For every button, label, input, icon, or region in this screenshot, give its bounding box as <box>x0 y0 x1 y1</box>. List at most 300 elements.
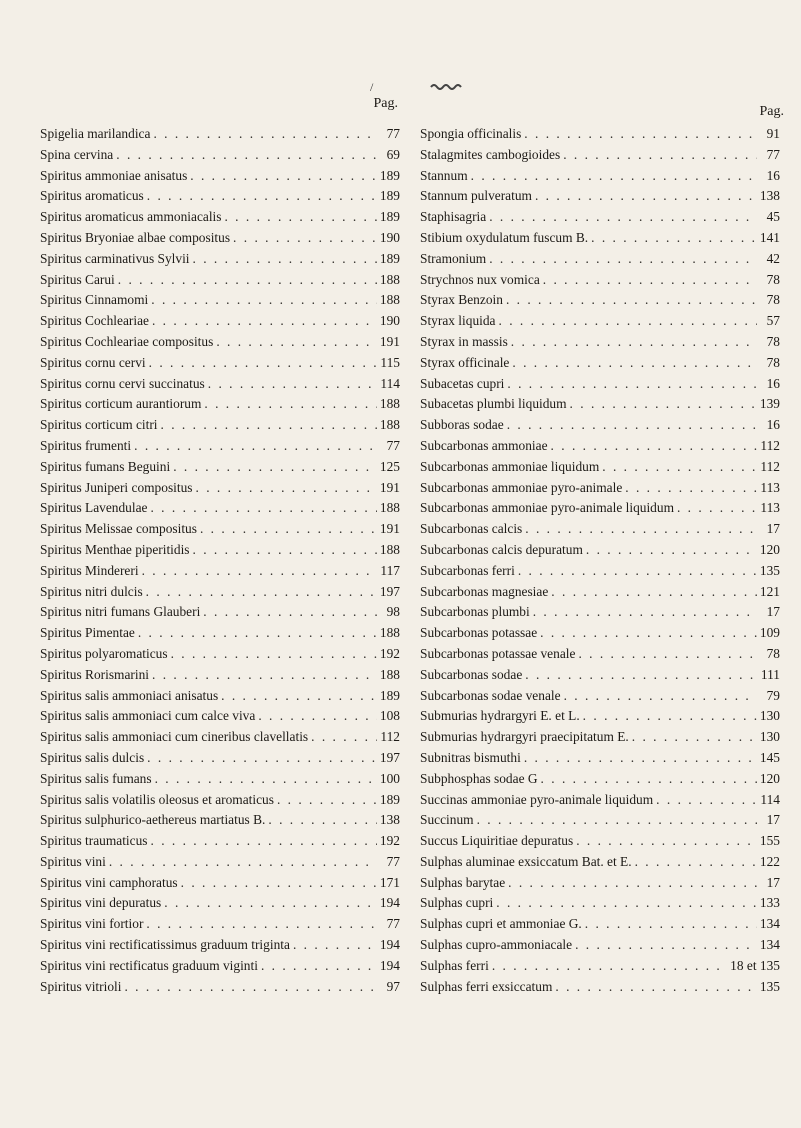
dot-leader <box>656 790 757 811</box>
dot-leader <box>575 935 757 956</box>
entry-name: Sulphas cupri <box>420 895 494 911</box>
index-entry <box>40 186 400 207</box>
entry-page-number: 122 <box>759 853 780 869</box>
dot-leader <box>146 582 377 603</box>
entry-name: Spiritus polyaromaticus <box>40 645 168 661</box>
index-entry <box>40 852 400 873</box>
entry-page-number: 138 <box>759 188 780 204</box>
entry-name: Spiritus aromaticus <box>40 188 144 204</box>
index-entry <box>420 166 780 187</box>
dot-leader <box>632 727 757 748</box>
right-entry-list <box>420 124 780 997</box>
index-entry <box>40 311 400 332</box>
entry-page-number: 98 <box>386 604 400 620</box>
entry-page-number: 100 <box>379 770 400 786</box>
entry-name: Subacetas plumbi liquidum <box>420 396 567 412</box>
entry-page-number: 189 <box>379 250 400 266</box>
index-entry <box>420 186 780 207</box>
index-entry <box>420 977 780 998</box>
dot-leader <box>499 311 758 332</box>
left-page-heading: Pag. <box>373 96 398 111</box>
entry-name: Sulphas cupri et ammoniae G. <box>420 916 582 932</box>
index-entry <box>420 893 780 914</box>
dot-leader <box>489 249 757 270</box>
dot-leader <box>518 561 757 582</box>
dot-leader <box>512 353 757 374</box>
index-entry <box>40 893 400 914</box>
index-entry <box>420 852 780 873</box>
entry-page-number: 17 <box>766 604 780 620</box>
entry-page-number: 45 <box>766 209 780 225</box>
entry-name: Styrax in massis <box>420 333 508 349</box>
dot-leader <box>216 332 377 353</box>
entry-name: Submurias hydrargyri praecipitatum E. <box>420 729 629 745</box>
index-entry <box>420 686 780 707</box>
entry-page-number: 192 <box>379 645 400 661</box>
entry-name: Stibium oxydulatum fuscum B. <box>420 229 589 245</box>
index-entry <box>40 166 400 187</box>
dot-leader <box>200 519 377 540</box>
entry-name: Spiritus vini <box>40 853 106 869</box>
index-entry <box>420 478 780 499</box>
index-entry <box>420 623 780 644</box>
entry-page-number: 135 <box>759 978 780 994</box>
entry-name: Stramonium <box>420 250 487 266</box>
dot-leader <box>233 228 377 249</box>
index-entry <box>420 228 780 249</box>
entry-name: Subcarbonas sodae venale <box>420 687 561 703</box>
index-entry <box>420 498 780 519</box>
entry-page-number: 79 <box>766 687 780 703</box>
index-entry <box>40 706 400 727</box>
entry-name: Spiritus Melissae compositus <box>40 521 197 537</box>
dot-leader <box>190 166 377 187</box>
dot-leader <box>173 457 377 478</box>
entry-name: Subcarbonas plumbi <box>420 604 530 620</box>
index-entry <box>40 790 400 811</box>
index-entry <box>40 394 400 415</box>
index-entry <box>420 956 780 977</box>
dot-leader <box>507 374 757 395</box>
dot-leader <box>258 706 377 727</box>
dot-leader <box>625 478 757 499</box>
entry-name: Spiritus nitri dulcis <box>40 583 143 599</box>
entry-page-number: 134 <box>759 916 780 932</box>
entry-name: Stannum <box>420 167 468 183</box>
entry-name: Spiritus Mindereri <box>40 562 139 578</box>
dot-leader <box>203 602 377 623</box>
entry-name: Spigelia marilandica <box>40 126 151 141</box>
index-entry <box>420 436 780 457</box>
entry-name: Spiritus corticum aurantiorum <box>40 396 202 412</box>
entry-name: Sulphas ferri <box>420 957 489 973</box>
dot-leader <box>161 415 377 436</box>
entry-name: Spiritus aromaticus ammoniacalis <box>40 209 222 225</box>
entry-page-number: 133 <box>759 895 780 911</box>
entry-name: Spiritus vitrioli <box>40 978 122 994</box>
entry-page-number: 141 <box>759 229 780 245</box>
dot-leader <box>134 436 377 457</box>
entry-name: Spiritus Lavendulae <box>40 500 148 516</box>
dot-leader <box>585 914 757 935</box>
entry-name: Spiritus frumenti <box>40 437 132 453</box>
index-entry <box>420 706 780 727</box>
right-index-column <box>420 104 784 997</box>
entry-name: Subacetas cupri <box>420 375 505 391</box>
index-entry <box>40 478 400 499</box>
entry-page-number: 130 <box>759 729 780 745</box>
dot-leader <box>635 852 757 873</box>
entry-name: Styrax liquida <box>420 313 496 329</box>
index-entry <box>420 561 780 582</box>
entry-page-number: 16 <box>766 417 780 433</box>
dot-leader <box>152 311 377 332</box>
dot-leader <box>196 478 377 499</box>
entry-name: Spiritus Carui <box>40 271 115 287</box>
entry-name: Spiritus Menthae piperitidis <box>40 541 190 557</box>
entry-page-number: 188 <box>379 541 400 557</box>
index-entry <box>40 644 400 665</box>
entry-name: Spongia officinalis <box>420 126 522 141</box>
dot-leader <box>511 332 757 353</box>
entry-name: Subnitras bismuthi <box>420 749 521 765</box>
entry-page-number: 78 <box>766 645 780 661</box>
index-entry <box>420 644 780 665</box>
entry-name: Subcarbonas ammoniae liquidum <box>420 458 600 474</box>
entry-page-number: 69 <box>386 146 400 162</box>
index-entry <box>40 810 400 831</box>
entry-page-number: 130 <box>759 708 780 724</box>
index-entry <box>40 353 400 374</box>
index-entry <box>40 935 400 956</box>
index-entry <box>40 748 400 769</box>
entry-name: Spiritus salis ammoniaci cum cineribus clavellatis <box>40 729 309 745</box>
dot-leader <box>586 540 757 561</box>
dot-leader <box>507 415 757 436</box>
dot-leader <box>540 623 757 644</box>
entry-page-number: 138 <box>379 812 400 828</box>
entry-name: Sulphas aluminae exsiccatum Bat. et E. <box>420 853 632 869</box>
index-entry <box>40 145 400 166</box>
entry-page-number: 17 <box>766 874 780 890</box>
entry-name: Subcarbonas ammoniae pyro-animale liquidum <box>420 500 674 516</box>
dot-leader <box>171 644 377 665</box>
index-entry <box>420 914 780 935</box>
entry-page-number: 109 <box>759 625 780 641</box>
entry-page-number: 189 <box>379 167 400 183</box>
dot-leader <box>155 769 377 790</box>
dot-leader <box>261 956 377 977</box>
entry-name: Spiritus Cochleariae <box>40 313 149 329</box>
entry-page-number: 16 <box>766 375 780 391</box>
dot-leader <box>277 790 377 811</box>
entry-name: Subcarbonas ferri <box>420 562 515 578</box>
dot-leader <box>564 686 757 707</box>
dot-leader <box>146 914 377 935</box>
entry-name: Spiritus corticum citri <box>40 417 158 433</box>
entry-name: Spiritus sulphurico-aethereus martiatus B. <box>40 812 266 828</box>
dot-leader <box>583 706 757 727</box>
entry-name: Succus Liquiritiae depuratus <box>420 833 574 849</box>
dot-leader <box>147 186 377 207</box>
entry-page-number: 155 <box>759 833 780 849</box>
entry-name: Sulphas cupro-ammoniacale <box>420 937 573 953</box>
entry-page-number: 91 <box>766 126 780 141</box>
entry-name: Styrax officinale <box>420 354 510 370</box>
dot-leader <box>268 810 377 831</box>
index-entry <box>40 270 400 291</box>
index-entry <box>40 207 400 228</box>
entry-page-number: 18 et 135 <box>730 957 780 973</box>
entry-name: Sulphas barytae <box>420 874 506 890</box>
entry-page-number: 194 <box>379 957 400 973</box>
entry-name: Spiritus salis fumans <box>40 770 152 786</box>
entry-page-number: 197 <box>379 749 400 765</box>
entry-name: Spiritus vini rectificatus graduum viginti <box>40 957 258 973</box>
entry-name: Sulphas ferri exsiccatum <box>420 978 553 994</box>
entry-name: Stannum pulveratum <box>420 188 532 204</box>
left-index-column <box>40 96 400 997</box>
left-column-header <box>40 96 400 124</box>
dot-leader <box>150 498 376 519</box>
entry-page-number: 135 <box>759 562 780 578</box>
entry-page-number: 197 <box>379 583 400 599</box>
dot-leader <box>525 519 757 540</box>
entry-name: Spiritus fumans Beguini <box>40 458 171 474</box>
entry-name: Spiritus salis dulcis <box>40 749 145 765</box>
entry-page-number: 191 <box>379 333 400 349</box>
dot-leader <box>193 249 377 270</box>
entry-name: Subboras sodae <box>420 417 504 433</box>
dot-leader <box>563 145 757 166</box>
dot-leader <box>138 623 377 644</box>
dot-leader <box>578 644 757 665</box>
entry-name: Succinas ammoniae pyro-animale liquidum <box>420 791 654 807</box>
entry-page-number: 97 <box>386 978 400 994</box>
entry-page-number: 145 <box>759 749 780 765</box>
entry-page-number: 112 <box>380 729 400 745</box>
entry-page-number: 57 <box>766 313 780 329</box>
dot-leader <box>151 831 377 852</box>
right-page-heading: Pag. <box>759 104 784 119</box>
dot-leader <box>570 394 757 415</box>
index-entry <box>420 415 780 436</box>
entry-name: Spiritus cornu cervi <box>40 354 146 370</box>
index-entry <box>40 956 400 977</box>
index-entry <box>420 769 780 790</box>
entry-page-number: 78 <box>766 271 780 287</box>
dot-leader <box>181 873 377 894</box>
entry-page-number: 134 <box>759 937 780 953</box>
index-entry <box>40 332 400 353</box>
index-entry <box>420 394 780 415</box>
index-entry <box>40 519 400 540</box>
entry-page-number: 78 <box>766 354 780 370</box>
index-entry <box>40 727 400 748</box>
dot-leader <box>151 290 377 311</box>
entry-page-number: 188 <box>379 292 400 308</box>
entry-page-number: 16 <box>766 167 780 183</box>
entry-name: Submurias hydrargyri E. et L. <box>420 708 580 724</box>
entry-page-number: 113 <box>760 479 780 495</box>
index-entry <box>40 873 400 894</box>
dot-leader <box>224 207 376 228</box>
dot-leader <box>551 436 757 457</box>
entry-name: Spiritus Rorismarini <box>40 666 149 682</box>
entry-page-number: 17 <box>766 812 780 828</box>
printer-ornament-icon <box>430 82 464 90</box>
entry-name: Spiritus cornu cervi succinatus <box>40 375 205 391</box>
dot-leader <box>541 769 757 790</box>
dot-leader <box>116 145 377 166</box>
entry-page-number: 188 <box>379 666 400 682</box>
entry-page-number: 188 <box>379 271 400 287</box>
entry-page-number: 191 <box>379 521 400 537</box>
entry-name: Subcarbonas sodae <box>420 666 523 682</box>
entry-page-number: 120 <box>759 541 780 557</box>
index-entry <box>40 686 400 707</box>
index-entry <box>420 873 780 894</box>
index-entry <box>40 561 400 582</box>
dot-leader <box>204 394 377 415</box>
dot-leader <box>506 290 757 311</box>
entry-page-number: 189 <box>379 687 400 703</box>
index-entry <box>420 332 780 353</box>
index-entry <box>420 145 780 166</box>
entry-page-number: 188 <box>379 396 400 412</box>
index-entry <box>40 457 400 478</box>
dot-leader <box>142 561 377 582</box>
entry-page-number: 188 <box>379 500 400 516</box>
dot-leader <box>124 977 377 998</box>
dot-leader <box>525 665 757 686</box>
entry-page-number: 125 <box>379 458 400 474</box>
entry-page-number: 78 <box>766 333 780 349</box>
entry-page-number: 42 <box>766 250 780 266</box>
entry-page-number: 139 <box>759 396 780 412</box>
dot-leader <box>591 228 757 249</box>
entry-page-number: 114 <box>380 375 400 391</box>
index-entry <box>40 290 400 311</box>
entry-name: Stalagmites cambogioides <box>420 146 561 162</box>
entry-page-number: 120 <box>759 770 780 786</box>
page-mark: / <box>370 80 374 94</box>
entry-name: Spiritus traumaticus <box>40 833 148 849</box>
dot-leader <box>164 893 377 914</box>
entry-name: Subcarbonas ammoniae <box>420 437 548 453</box>
entry-page-number: 188 <box>379 625 400 641</box>
entry-name: Spiritus Juniperi compositus <box>40 479 193 495</box>
entry-name: Spiritus vini depuratus <box>40 895 162 911</box>
index-entry <box>420 290 780 311</box>
dot-leader <box>677 498 757 519</box>
dot-leader <box>533 602 757 623</box>
entry-page-number: 192 <box>379 833 400 849</box>
entry-name: Spiritus Bryoniae albae compositus <box>40 229 231 245</box>
dot-leader <box>118 270 377 291</box>
entry-page-number: 108 <box>379 708 400 724</box>
entry-name: Subcarbonas potassae venale <box>420 645 576 661</box>
index-entry <box>40 769 400 790</box>
entry-name: Subphosphas sodae G <box>420 770 538 786</box>
dot-leader <box>109 852 377 873</box>
entry-name: Staphisagria <box>420 209 487 225</box>
index-entry <box>40 540 400 561</box>
entry-page-number: 189 <box>379 209 400 225</box>
dot-leader <box>477 810 757 831</box>
index-entry <box>40 415 400 436</box>
index-entry <box>420 665 780 686</box>
entry-page-number: 191 <box>379 479 400 495</box>
entry-page-number: 113 <box>760 500 780 516</box>
entry-name: Spiritus salis volatilis oleosus et aromaticus <box>40 791 274 807</box>
index-entry <box>420 374 780 395</box>
entry-name: Spiritus nitri fumans Glauberi <box>40 604 201 620</box>
entry-name: Subcarbonas potassae <box>420 625 538 641</box>
dot-leader <box>221 686 377 707</box>
dot-leader <box>311 727 377 748</box>
entry-name: Spiritus Cochleariae compositus <box>40 333 214 349</box>
index-entry <box>420 249 780 270</box>
index-entry <box>420 748 780 769</box>
index-entry <box>40 124 400 145</box>
index-entry <box>420 207 780 228</box>
index-entry <box>40 914 400 935</box>
index-entry <box>40 582 400 603</box>
index-entry <box>420 519 780 540</box>
dot-leader <box>555 977 757 998</box>
entry-page-number: 77 <box>386 126 400 141</box>
index-entry <box>420 270 780 291</box>
dot-leader <box>524 748 757 769</box>
entry-page-number: 190 <box>379 313 400 329</box>
index-entry <box>40 498 400 519</box>
entry-name: Subcarbonas magnesiae <box>420 583 549 599</box>
dot-leader <box>535 186 757 207</box>
entry-page-number: 78 <box>766 292 780 308</box>
entry-page-number: 121 <box>759 583 780 599</box>
index-entry <box>420 935 780 956</box>
index-entry <box>40 977 400 998</box>
index-entry <box>40 249 400 270</box>
entry-page-number: 189 <box>379 188 400 204</box>
entry-name: Spiritus vini camphoratus <box>40 874 178 890</box>
entry-page-number: 188 <box>379 417 400 433</box>
entry-page-number: 194 <box>379 937 400 953</box>
index-entry <box>420 582 780 603</box>
dot-leader <box>147 748 377 769</box>
index-entry <box>420 831 780 852</box>
entry-name: Spiritus Cinnamomi <box>40 292 149 308</box>
entry-page-number: 77 <box>766 146 780 162</box>
entry-page-number: 189 <box>379 791 400 807</box>
index-entry <box>420 124 780 145</box>
entry-page-number: 77 <box>386 853 400 869</box>
entry-page-number: 114 <box>760 791 780 807</box>
dot-leader <box>293 935 377 956</box>
left-entry-list <box>40 124 400 997</box>
dot-leader <box>152 665 377 686</box>
index-entry <box>40 665 400 686</box>
index-entry <box>420 353 780 374</box>
entry-page-number: 77 <box>386 437 400 453</box>
entry-name: Spiritus salis ammoniaci cum calce viva <box>40 708 256 724</box>
index-entry <box>420 810 780 831</box>
right-column-header <box>420 104 784 124</box>
entry-name: Spina cervina <box>40 146 114 162</box>
index-entry <box>40 228 400 249</box>
dot-leader <box>208 374 377 395</box>
